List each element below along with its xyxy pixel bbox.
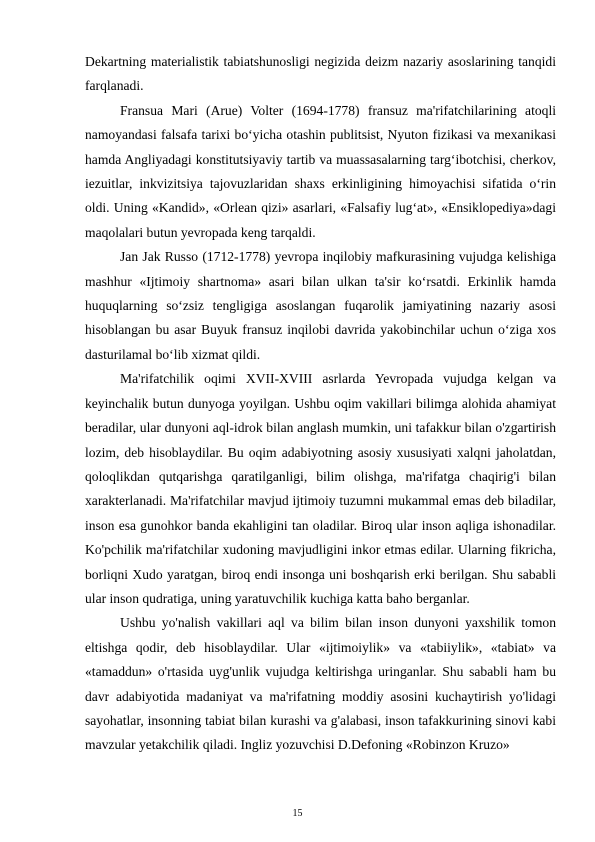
page-number: 15 <box>292 808 303 819</box>
paragraph-russo: Jan Jak Russo (1712-1778) yevropa inqilobiy mafkurasining vujudga kelishiga mashhur «Ijtimoiy shartnoma» asari bilan ulkan ta'sir ko‘rsatdi. Erkinlik hamda huquqlarning so‘zsiz tengligiga asoslangan fuqarolik jamiyatining nazariy asosi hisoblangan bu asar Buyuk fransuz inqilobi davrida yakobinchilar uchun o‘ziga xos dasturilamal bo‘lib xizmat qildi. <box>85 249 556 362</box>
paragraph-volter: Fransua Mari (Arue) Volter (1694-1778) fransuz ma'rifatchilarining atoqli namoyandasi falsafa tarixi bo‘yicha otashin publitsist, Nyuton fizikasi va mexanikasi hamda Angliyadagi konstitutsiyaviy tartib va muassasalarning targ‘ibotchisi, cherkov, iezuitlar, inkvizitsiya tajovuzlaridan shaxs erkinligining himoyachisi sifatida o‘rin oldi. Uning «Kandid», «Orlean qizi» asarlari, «Falsafiy lug‘at», «Ensiklopediya»dagi maqolalari butun yevropada keng tarqaldi. <box>85 102 556 240</box>
paragraph-continuation: Dekartning materialistik tabiatshunosligi negizida deizm nazariy asoslarining tanqidi farqlanadi. <box>85 54 556 94</box>
paragraph-enlightenment: Ma'rifatchilik oqimi XVII-XVIII asrlarda Yevropada vujudga kelgan va keyinchalik butun dunyoga yoyilgan. Ushbu oqim vakillari bilimga alohida ahamiyat beradilar, ular dunyoni aql-idrok bilan anglash mumkin, uni tafakkur bilan o'zgartirish lozim, deb hisoblaydilar. Bu oqim adabiyotning asosiy xususiyati xalqni jaholatdan, qoloqlikdan qutqarishga qaratilganligi, bilim olishga, ma'rifatga chaqirig'i bilan xarakterlanadi. Ma'rifatchilar mavjud ijtimoiy tuzumni mukammal emas deb biladilar, inson esa gunohkor banda ekahligini tan oladilar. Biroq ular inson aqliga ishonadilar. Ko'pchilik ma'rifatchilar xudoning mavjudligini inkor etmas edilar. Ularning fikricha, borliqni Xudo yaratgan, biroq endi insonga uni boshqarish erki berilgan. Shu sababli ular inson qudratiga, uning yaratuvchilik kuchiga katta baho berganlar. <box>85 371 556 606</box>
paragraph-direction-representatives: Ushbu yo'nalish vakillari aql va bilim bilan inson dunyoni yaxshilik tomon eltishga qodir, deb hisoblaydilar. Ular «ijtimoiylik» va «tabiiylik», «tabiat» va «tamaddun» o'rtasida uyg'unlik vujudga keltirishga uringanlar. Shu sababli ham bu davr adabiyotida madaniyat va ma'rifatning moddiy asosini kuchaytirish yo'lidagi sayohatlar, insonning tabiat bilan kurashi va g'alabasi, inson tafakkurining sinovi kabi mavzular yetakchilik qiladi. Ingliz yozuvchisi D.Defoning «Robinzon Kruzo» <box>85 615 556 753</box>
body-text <box>85 50 556 758</box>
